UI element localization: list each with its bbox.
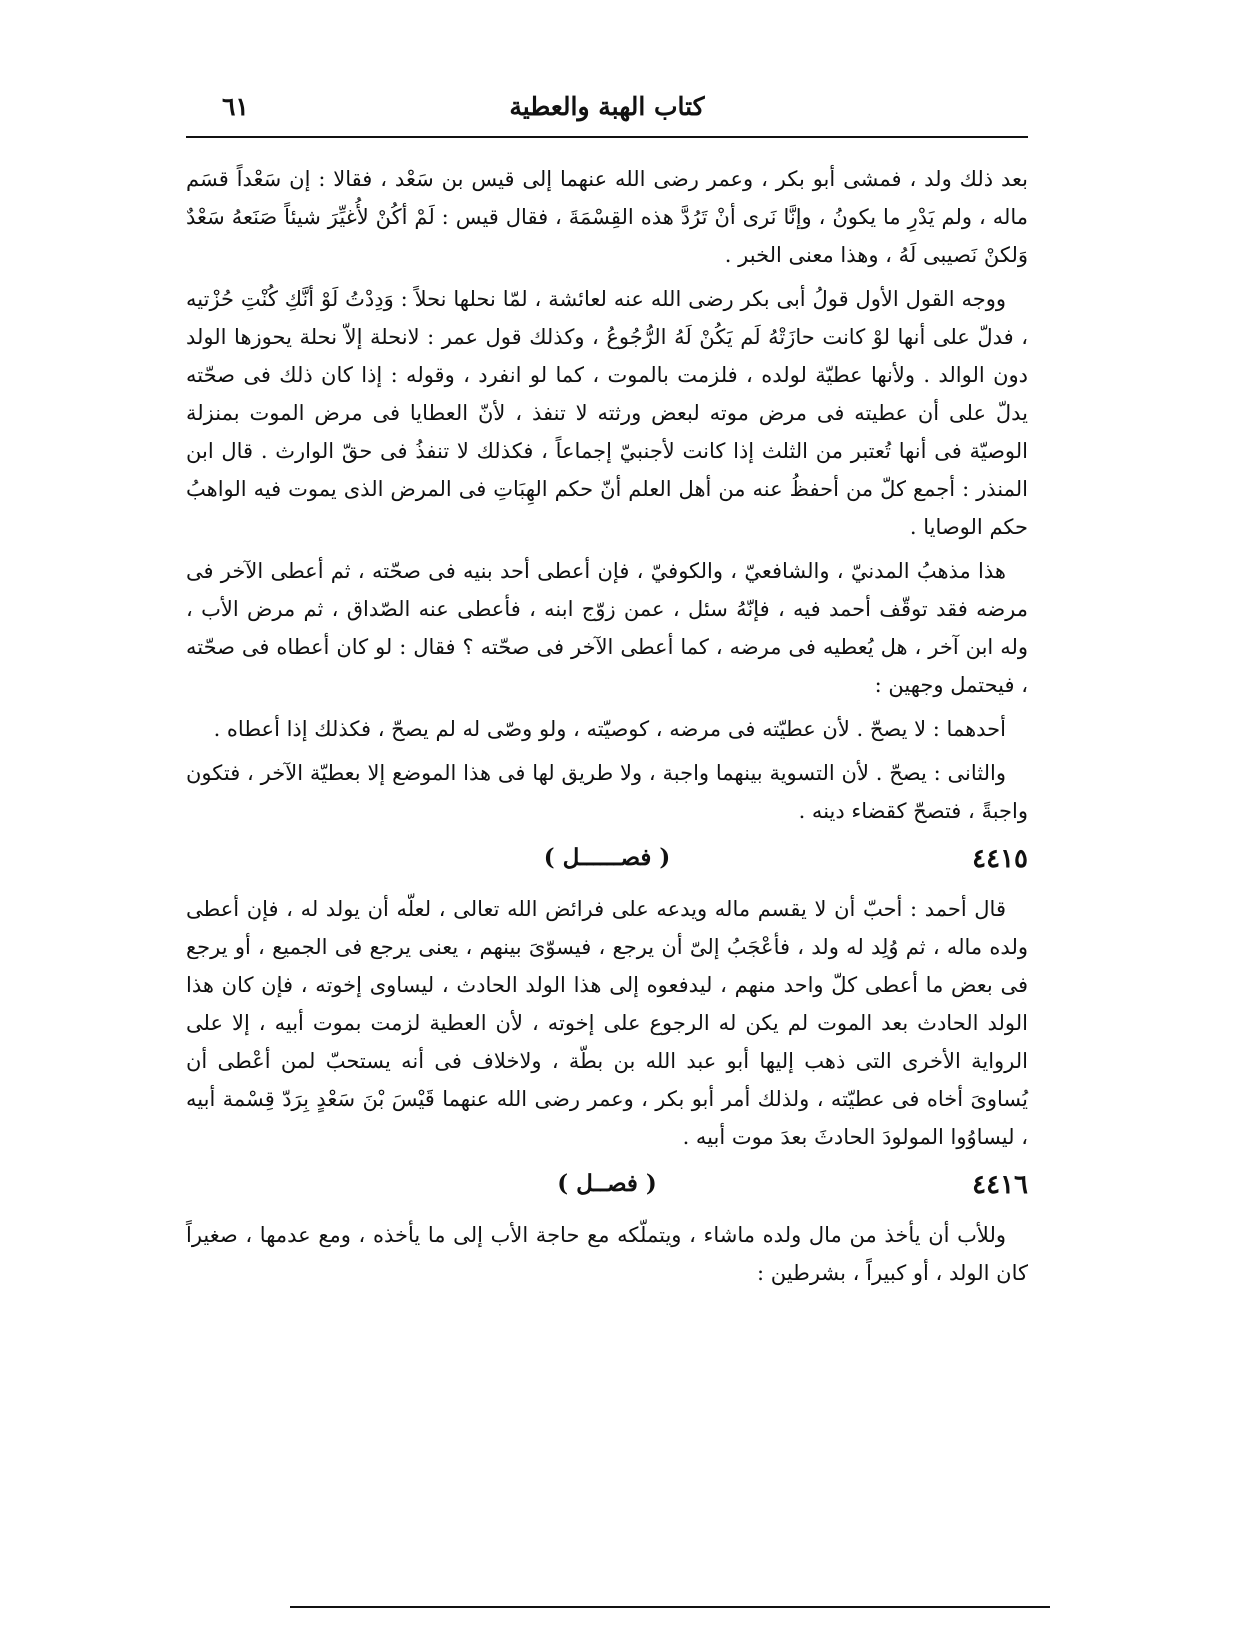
section-title: ( فصــل ) [557,1170,657,1197]
paragraph: أحدهما : لا يصحّ . لأن عطيّته فى مرضه ، كوصيّته ، ولو وصّى له لم يصحّ ، فكذلك إذا أعطاه . [213,717,1006,741]
page-number: ٦١ [222,92,249,121]
paragraph: ووجه القول الأول قولُ أبى بكر رضى الله عنه لعائشة ، لمّا نحلها نحلاً : وَدِدْتُ لَوْ أنَّكِ كُنْتِ حُزْتيه ، فدلّ على أنها لوْ كانت حازَتْهُ لَم يَكُنْ لَهُ الرُّجُوعُ ، وكذلك قول عمر : لانحلة إلاّ نحلة يحوزها الولد دون الوالد . ولأنها عطيّة لولده ، فلزمت بالموت ، كما لو انفرد ، وقوله : إذا كان ذلك فى صحّته يدلّ على أن عطيته فى مرض موته لبعض ورثته لا تنفذ ، لأنّ العطايا فى مرض الموت بمنزلة الوصيّة فى أنها تُعتبر من الثلث إذا كانت لأجنبيّ إجماعاً ، فكذلك لا تنفذُ فى حقّ الوارث . قال ابن المنذر : أجمع كلّ من أحفظُ عنه من أهل العلم أنّ حكم الهِبَاتِ فى المرض الذى يموت فيه الواهبُ حكم الوصايا . [186,287,1028,539]
running-title: كتاب الهبة والعطية [509,92,705,121]
paragraph: والثانى : يصحّ . لأن التسوية بينهما واجبة ، ولا طريق لها فى هذا الموضع إلا بعطيّة الآخر ، فتكون واجبةً ، فتصحّ كقضاء دينه . [186,761,1028,823]
section-heading [186,1166,1028,1212]
section-title: ( فصــــــل ) [543,844,671,871]
paragraph: هذا مذهبُ المدنيّ ، والشافعيّ ، والكوفيّ ، فإن أعطى أحد بنيه فى صحّته ، ثم أعطى الآخر فى مرضه فقد توقّف أحمد فيه ، فإنّهُ سئل ، عمن زوّج ابنه ، فأعطى عنه الصّداق ، ثم مرض الأب ، وله ابن آخر ، هل يُعطيه فى مرضه ، كما أعطى الآخر فى صحّته ؟ فقال : لو كان أعطاه فى صحّته ، فيحتمل وجهين : [186,559,1028,697]
paragraph: قال أحمد : أحبّ أن لا يقسم ماله ويدعه على فرائض الله تعالى ، لعلّه أن يولد له ، فإن أعطى ولده ماله ، ثم وُلِد له ولد ، فأعْجَبُ إلىّ أن يرجع ، فيسوّىَ بينهم ، يعنى يرجع فى الجميع ، أو يرجع فى بعض ما أعطى كلّ واحد منهم ، ليدفعوه إلى هذا الولد الحادث ، ليساوى إخوته ، فإن كان هذا الولد الحادث بعد الموت لم يكن له الرجوع على إخوته ، لأن العطية لزمت بموت أبيه ، إلا على الرواية الأخرى التى ذهب إليها أبو عبد الله بن بطّة ، ولاخلاف فى أنه يستحبّ لمن أعْطى أن يُساوىَ أخاه فى عطيّته ، ولذلك أمر أبو بكر ، وعمر رضى الله عنهما قَيْسَ بْنَ سَعْدٍ بِرَدّ قِسْمة أبيه ، ليساوُوا المولودَ الحادثَ بعدَ موت أبيه . [186,897,1028,1149]
section-number: ٤٤١٥ [972,844,1028,874]
paragraph: بعد ذلك ولد ، فمشى أبو بكر ، وعمر رضى الله عنهما إلى قيس بن سَعْد ، فقالا : إن سَعْداً قسَم ماله ، ولم يَدْرِ ما يكونُ ، وإنَّا نَرى أنْ تَرُدَّ هذه القِسْمَةَ ، فقال قيس : لَمْ أكُنْ لأُغيِّرَ شيئاً صَنَعهُ سَعْدٌ وَلكنْ نَصيبى لَهُ ، وهذا معنى الخبر . [186,167,1028,267]
section-heading [186,840,1028,886]
body-text [186,160,1028,1298]
footer-divider [290,1606,1050,1608]
paragraph: وللأب أن يأخذ من مال ولده ماشاء ، ويتملّكه مع حاجة الأب إلى ما يأخذه ، ومع عدمها ، صغيراً كان الولد ، أو كبيراً ، بشرطين : [186,1223,1028,1285]
section-number: ٤٤١٦ [972,1170,1028,1200]
page-header [186,84,1028,138]
